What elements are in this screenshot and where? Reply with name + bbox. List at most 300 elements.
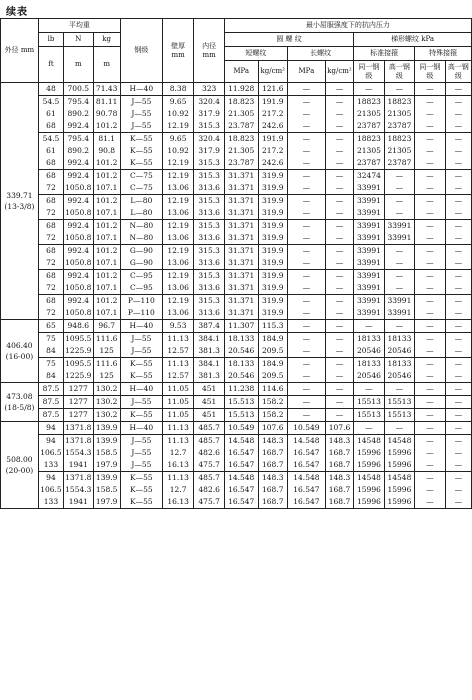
- special-coupling-higher-value: —: [454, 308, 463, 317]
- long-thread-mpa-value: —: [302, 258, 311, 267]
- special-coupling-higher-cell: [445, 396, 471, 409]
- weight-lb-cell: [38, 133, 63, 170]
- grade-value: P—110: [127, 308, 155, 317]
- weight-lb-value: 65: [46, 321, 56, 330]
- table-row: [1, 220, 472, 245]
- wall-thickness-value: 8.38: [169, 84, 187, 93]
- long-thread-kgcm-cell: [325, 333, 353, 358]
- special-coupling-higher-value: —: [454, 497, 463, 506]
- long-thread-mpa-cell: [287, 383, 325, 396]
- std-coupling-same-value: 33991: [357, 271, 381, 280]
- grade-value: C—95: [129, 283, 153, 292]
- short-thread-mpa-cell: [224, 472, 258, 509]
- inner-diameter-value: 317.9: [198, 146, 220, 155]
- special-coupling-same-cell: [415, 170, 445, 195]
- weight-kg-value: 130.2: [95, 410, 118, 419]
- weight-lb-cell: [38, 220, 63, 245]
- special-coupling-same-cell: [415, 472, 445, 509]
- std-coupling-higher-value: 21305: [387, 146, 412, 155]
- short-thread-mpa-cell: [224, 270, 258, 295]
- long-thread-kgcm-cell: [325, 195, 353, 220]
- wall-thickness-cell: [162, 83, 194, 96]
- short-thread-mpa-cell: [224, 396, 258, 409]
- grade-value: L—80: [130, 208, 153, 217]
- special-coupling-same-value: —: [426, 221, 434, 230]
- short-thread-mpa-value: 20.546: [228, 346, 255, 355]
- inner-diameter-cell: [194, 383, 224, 396]
- special-coupling-same-value: —: [426, 233, 434, 242]
- short-thread-mpa-value: 14.548: [228, 473, 255, 482]
- special-coupling-header: 特殊接箍: [415, 47, 472, 61]
- grade-value: K—55: [130, 146, 153, 155]
- special-coupling-higher-cell: [445, 270, 471, 295]
- short-thread-mpa-value: 20.546: [228, 371, 255, 380]
- inner-diameter-cell: [194, 320, 224, 333]
- short-thread-mpa-value: 21.305: [228, 146, 255, 155]
- special-coupling-same-cell: [415, 396, 445, 409]
- std-coupling-higher-value: —: [395, 171, 404, 180]
- weight-lb-cell: [38, 396, 63, 409]
- long-thread-kgcm-value: —: [335, 258, 344, 267]
- short-thread-mpa-value: 16.547: [228, 460, 255, 469]
- long-thread-mpa-value: —: [302, 321, 311, 330]
- table-row: [1, 245, 472, 270]
- short-thread-mpa-value: 15.513: [228, 410, 255, 419]
- std-coupling-same-cell: [354, 245, 384, 270]
- short-thread-mpa-value: 21.305: [228, 109, 255, 118]
- long-thread-mpa-value: 16.547: [293, 448, 320, 457]
- long-thread-kgcm-value: —: [335, 296, 344, 305]
- special-coupling-same-value: —: [426, 121, 434, 130]
- std-coupling-same-cell: [354, 195, 384, 220]
- short-thread-mpa-value: 23.787: [228, 121, 255, 130]
- special-coupling-same-value: —: [426, 473, 434, 482]
- long-thread-mpa-value: —: [302, 84, 311, 93]
- weight-n-value: 1941: [68, 497, 88, 506]
- short-thread-kgcm-value: 319.9: [262, 308, 284, 317]
- std-coupling-same-value: 33991: [357, 221, 381, 230]
- short-thread-kgcm-value: 319.9: [262, 271, 284, 280]
- buttress-header: 梯形螺纹 kPa: [354, 33, 472, 47]
- weight-lb-value: 61: [46, 109, 56, 118]
- weight-kg-value: 197.9: [95, 497, 118, 506]
- special-coupling-same-value: —: [426, 283, 434, 292]
- wall-thickness-value: 11.13: [167, 473, 189, 482]
- inner-diameter-value: 482.6: [198, 485, 220, 494]
- long-thread-kgcm-value: —: [335, 146, 344, 155]
- std-coupling-higher-value: 20546: [387, 371, 412, 380]
- special-coupling-higher-value: —: [454, 84, 463, 93]
- wall-thickness-cell: [162, 472, 194, 509]
- std-coupling-same-cell: [354, 422, 384, 435]
- std-coupling-higher-value: 18823: [387, 134, 412, 143]
- long-thread-mpa-cell: [287, 170, 325, 195]
- weight-n-cell: [64, 170, 93, 195]
- mpa2-header: MPa: [287, 61, 325, 83]
- wall-thickness-value: 9.53: [169, 321, 187, 330]
- weight-n-value: 1277: [68, 397, 88, 406]
- std-coupling-same-cell: [354, 333, 384, 358]
- weight-kg-value: 81.1: [98, 134, 116, 143]
- short-thread-kgcm-cell: [258, 409, 287, 422]
- long-thread-mpa-value: 14.548: [293, 436, 320, 445]
- long-thread-kgcm-value: —: [335, 321, 344, 330]
- short-thread-kgcm-value: 158.2: [262, 410, 284, 419]
- table-row: [1, 133, 472, 170]
- special-coupling-higher-cell: [445, 422, 471, 435]
- std-coupling-higher-value: 15996: [387, 497, 412, 506]
- wall-header: 壁厚 mm: [162, 19, 194, 83]
- short-thread-kgcm-value: 319.9: [262, 208, 284, 217]
- short-thread-kgcm-cell: [258, 358, 287, 383]
- std-coupling-same-cell: [354, 396, 384, 409]
- weight-lb-cell: [38, 358, 63, 383]
- wall-thickness-value: 12.19: [167, 246, 189, 255]
- std-coupling-higher-value: 14548: [387, 436, 412, 445]
- std-coupling-higher-cell: [384, 472, 414, 509]
- std-coupling-higher-cell: [384, 245, 414, 270]
- special-coupling-higher-value: —: [454, 397, 463, 406]
- std-coupling-same-value: 15513: [357, 410, 381, 419]
- weight-kg-cell: [93, 383, 120, 396]
- wall-thickness-value: 13.06: [167, 233, 189, 242]
- weight-n-value: 1371.8: [65, 436, 92, 445]
- long-thread-kgcm-value: —: [335, 171, 344, 180]
- weight-n-value: 992.4: [67, 221, 90, 230]
- long-thread-mpa-value: 10.549: [293, 423, 320, 432]
- weight-lb-value: 61: [46, 146, 56, 155]
- weight-kg-cell: [93, 245, 120, 270]
- long-thread-kgcm-value: —: [335, 183, 344, 192]
- std-coupling-higher-value: —: [395, 258, 404, 267]
- grade-value: K—55: [130, 497, 153, 506]
- std-coupling-same-cell: [354, 358, 384, 383]
- std-coupling-higher-cell: [384, 83, 414, 96]
- special-coupling-same-cell: [415, 435, 445, 472]
- round-thread-header: 圆 螺 纹: [224, 33, 353, 47]
- special-coupling-same-cell: [415, 83, 445, 96]
- short-thread-kgcm-cell: [258, 396, 287, 409]
- inner-diameter-value: 485.7: [198, 473, 220, 482]
- long-thread-kgcm-value: —: [335, 308, 344, 317]
- wall-thickness-value: 13.06: [167, 308, 189, 317]
- short-thread-mpa-cell: [224, 170, 258, 195]
- long-thread-mpa-value: —: [302, 109, 311, 118]
- kgcm2-header: kg/cm²: [325, 61, 353, 83]
- inner-diameter-value: 381.3: [198, 346, 220, 355]
- short-thread-mpa-value: 14.548: [228, 436, 255, 445]
- od-cell: 508.00 (20-00): [1, 422, 39, 509]
- special-coupling-higher-value: —: [454, 485, 463, 494]
- std-coupling-higher-value: —: [395, 271, 404, 280]
- weight-kg-value: 90.8: [98, 146, 116, 155]
- weight-kg-value: 139.9: [95, 473, 118, 482]
- long-thread-mpa-cell: [287, 333, 325, 358]
- weight-lb-value: 68: [46, 221, 56, 230]
- long-thread-kgcm-cell: [325, 409, 353, 422]
- weight-lb-value: 106.5: [40, 448, 62, 457]
- table-row: [1, 270, 472, 295]
- long-thread-kgcm-cell: [325, 96, 353, 133]
- inner-diameter-value: 317.9: [198, 109, 220, 118]
- std-coupling-higher-value: 15996: [387, 460, 412, 469]
- special-coupling-same-value: —: [426, 146, 434, 155]
- weight-n-value: 1050.8: [65, 233, 92, 242]
- wall-thickness-value: 11.13: [167, 436, 189, 445]
- short-thread-kgcm-value: 107.6: [262, 423, 284, 432]
- grade-cell: [120, 472, 162, 509]
- weight-n-value: 948.6: [67, 321, 90, 330]
- grade-value: K—55: [130, 359, 153, 368]
- special-coupling-higher-value: —: [454, 221, 463, 230]
- long-thread-mpa-value: 14.548: [293, 473, 320, 482]
- weight-n-cell: [64, 396, 93, 409]
- wall-thickness-value: 13.06: [167, 283, 189, 292]
- long-thread-mpa-cell: [287, 245, 325, 270]
- std-coupling-same-cell: [354, 383, 384, 396]
- table-row: [1, 83, 472, 96]
- od-cell: 473.08 (18-5/8): [1, 383, 39, 422]
- weight-kg-cell: [93, 409, 120, 422]
- long-thread-mpa-value: —: [302, 308, 311, 317]
- weight-lb-value: 68: [46, 271, 56, 280]
- weight-lb-cell: [38, 170, 63, 195]
- weight-n-cell: [64, 383, 93, 396]
- std-coupling-higher-cell: [384, 435, 414, 472]
- short-thread-kgcm-cell: [258, 333, 287, 358]
- std-coupling-higher-value: 20546: [387, 346, 412, 355]
- std-coupling-same-value: 23787: [357, 158, 381, 167]
- grade-cell: [120, 83, 162, 96]
- weight-n-cell: [64, 295, 93, 320]
- page-title: 续表: [6, 7, 28, 18]
- std-coupling-same-cell: [354, 220, 384, 245]
- weight-n-value: 1050.8: [65, 183, 92, 192]
- special-coupling-higher-value: —: [454, 436, 463, 445]
- weight-n-cell: [64, 333, 93, 358]
- short-thread-mpa-value: 16.547: [228, 497, 255, 506]
- special-coupling-same-value: —: [426, 397, 434, 406]
- short-thread-kgcm-cell: [258, 422, 287, 435]
- short-thread-mpa-value: 18.133: [228, 359, 255, 368]
- inner-diameter-value: 313.6: [198, 283, 220, 292]
- weight-kg-value: 90.78: [95, 109, 118, 118]
- long-thread-kgcm-value: —: [335, 397, 344, 406]
- weight-lb-cell: [38, 295, 63, 320]
- std-coupling-higher-cell: [384, 96, 414, 133]
- weight-lb-value: 68: [46, 171, 56, 180]
- weight-n-value: 992.4: [67, 196, 90, 205]
- weight-kg-value: 197.9: [95, 460, 118, 469]
- long-thread-kgcm-value: —: [335, 233, 344, 242]
- std-coupling-same-value: 18823: [357, 134, 381, 143]
- special-coupling-higher-value: —: [454, 448, 463, 457]
- table-row: [1, 333, 472, 358]
- weight-kg-cell: [93, 333, 120, 358]
- long-thread-mpa-cell: [287, 96, 325, 133]
- weight-lb-cell: [38, 409, 63, 422]
- special-coupling-same-value: —: [426, 196, 434, 205]
- std-coupling-same-value: 33991: [357, 296, 381, 305]
- short-thread-mpa-value: 11.928: [228, 84, 255, 93]
- std-coupling-higher-cell: [384, 295, 414, 320]
- short-thread-mpa-value: 16.547: [228, 485, 255, 494]
- std-coupling-same-value: 15996: [357, 448, 381, 457]
- short-thread-kgcm-cell: [258, 220, 287, 245]
- m2-header: m: [93, 47, 120, 83]
- special-coupling-same-value: —: [426, 271, 434, 280]
- weight-kg-value: 101.2: [95, 196, 118, 205]
- std-coupling-higher-value: —: [395, 423, 404, 432]
- long-thread-kgcm-cell: [325, 170, 353, 195]
- weight-lb-cell: [38, 245, 63, 270]
- inner-diameter-value: 320.4: [198, 97, 220, 106]
- weight-n-value: 1050.8: [65, 258, 92, 267]
- weight-kg-value: 81.11: [95, 97, 118, 106]
- weight-lb-value: 87.5: [42, 397, 60, 406]
- weight-n-value: 1277: [68, 384, 88, 393]
- long-thread-kgcm-value: —: [335, 121, 344, 130]
- weight-lb-cell: [38, 270, 63, 295]
- std-coupling-same-cell: [354, 435, 384, 472]
- long-thread-kgcm-value: 148.3: [328, 436, 351, 445]
- short-thread-kgcm-value: 217.2: [262, 146, 284, 155]
- short-thread-kgcm-cell: [258, 195, 287, 220]
- special-coupling-higher-value: —: [454, 296, 463, 305]
- std-coupling-same-cell: [354, 295, 384, 320]
- short-thread-kgcm-value: 319.9: [262, 258, 284, 267]
- inner-diameter-value: 315.3: [198, 271, 220, 280]
- inner-diameter-value: 315.3: [198, 246, 220, 255]
- special-coupling-higher-value: —: [454, 121, 463, 130]
- long-thread-kgcm-value: —: [335, 346, 344, 355]
- inner-diameter-value: 320.4: [198, 134, 220, 143]
- short-thread-mpa-cell: [224, 383, 258, 396]
- grade-value: K—55: [130, 158, 153, 167]
- grade-cell: [120, 195, 162, 220]
- std-coupling-same-value: 14548: [357, 473, 381, 482]
- short-thread-mpa-cell: [224, 96, 258, 133]
- grade-cell: [120, 396, 162, 409]
- std-coupling-same-cell: [354, 270, 384, 295]
- weight-n-value: 1225.9: [65, 346, 92, 355]
- table-row: [1, 396, 472, 409]
- long-thread-mpa-value: —: [302, 246, 311, 255]
- weight-kg-cell: [93, 220, 120, 245]
- short-thread-kgcm-value: 115.3: [262, 321, 284, 330]
- avg-weight-header: 平均重: [38, 19, 120, 33]
- special-coupling-higher-value: —: [454, 258, 463, 267]
- short-thread-kgcm-value: 168.7: [262, 460, 284, 469]
- weight-lb-cell: [38, 195, 63, 220]
- wall-thickness-value: 9.65: [169, 134, 187, 143]
- short-thread-mpa-cell: [224, 195, 258, 220]
- wall-thickness-value: 12.19: [167, 221, 189, 230]
- wall-thickness-cell: [162, 333, 194, 358]
- std-coupling-higher-value: 18823: [387, 97, 412, 106]
- special-coupling-higher-cell: [445, 133, 471, 170]
- grade-value: K—55: [130, 134, 153, 143]
- special-coupling-same-value: —: [426, 371, 434, 380]
- long-thread-mpa-value: —: [302, 346, 311, 355]
- special-coupling-higher-cell: [445, 358, 471, 383]
- std-coupling-same-value: 33991: [357, 183, 381, 192]
- special-coupling-same-value: —: [426, 334, 434, 343]
- long-thread-mpa-value: —: [302, 397, 311, 406]
- long-thread-kgcm-value: —: [335, 334, 344, 343]
- special-coupling-higher-cell: [445, 472, 471, 509]
- grade-value: J—55: [131, 109, 152, 118]
- long-thread-kgcm-value: 168.7: [328, 497, 351, 506]
- special-coupling-higher-cell: [445, 195, 471, 220]
- long-thread-kgcm-value: —: [335, 371, 344, 380]
- long-thread-mpa-cell: [287, 358, 325, 383]
- short-thread-mpa-value: 10.549: [228, 423, 255, 432]
- long-thread-mpa-cell: [287, 295, 325, 320]
- special-coupling-same-cell: [415, 270, 445, 295]
- wall-thickness-cell: [162, 422, 194, 435]
- grade-value: N—80: [129, 233, 154, 242]
- grade-value: P—110: [127, 296, 155, 305]
- weight-lb-cell: [38, 472, 63, 509]
- long-thread-mpa-value: —: [302, 146, 311, 155]
- std-coupling-higher-value: 15513: [387, 397, 412, 406]
- weight-kg-value: 101.2: [95, 171, 118, 180]
- std-coupling-same-value: 20546: [357, 346, 381, 355]
- special-coupling-higher-value: —: [454, 171, 463, 180]
- table-row: [1, 320, 472, 333]
- weight-n-value: 992.4: [67, 296, 90, 305]
- inner-diameter-value: 313.6: [198, 183, 220, 192]
- short-thread-kgcm-value: 168.7: [262, 448, 284, 457]
- long-thread-mpa-cell: [287, 472, 325, 509]
- special-coupling-higher-value: —: [454, 321, 463, 330]
- inner-diameter-value: 315.3: [198, 171, 220, 180]
- weight-kg-cell: [93, 170, 120, 195]
- wall-thickness-value: 12.19: [167, 271, 189, 280]
- wall-thickness-value: 13.06: [167, 258, 189, 267]
- inner-diameter-cell: [194, 170, 224, 195]
- short-thread-mpa-value: 31.371: [228, 221, 255, 230]
- short-thread-kgcm-cell: [258, 383, 287, 396]
- short-thread-mpa-value: 11.238: [228, 384, 255, 393]
- std-coupling-higher-value: 33991: [387, 221, 412, 230]
- long-thread-mpa-cell: [287, 396, 325, 409]
- wall-thickness-cell: [162, 220, 194, 245]
- weight-n-value: 795.4: [67, 97, 90, 106]
- special-coupling-higher-value: —: [454, 271, 463, 280]
- short-thread-kgcm-value: 121.6: [262, 84, 284, 93]
- weight-kg-value: 101.2: [95, 158, 118, 167]
- weight-lb-cell: [38, 333, 63, 358]
- inner-diameter-value: 323: [201, 84, 217, 93]
- special-coupling-same-value: —: [426, 460, 434, 469]
- inner-diameter-value: 313.6: [198, 308, 220, 317]
- long-thread-kgcm-cell: [325, 133, 353, 170]
- long-thread-kgcm-cell: [325, 472, 353, 509]
- special-coupling-higher-value: —: [454, 146, 463, 155]
- std-coupling-same-value: 20546: [357, 371, 381, 380]
- long-thread-kgcm-cell: [325, 422, 353, 435]
- std-coupling-same-value: 15996: [357, 485, 381, 494]
- weight-kg-value: 130.2: [95, 384, 118, 393]
- weight-kg-value: 139.9: [95, 436, 118, 445]
- weight-lb-value: 68: [46, 121, 56, 130]
- weight-kg-value: 107.1: [95, 208, 118, 217]
- short-thread-kgcm-value: 319.9: [262, 296, 284, 305]
- inner-diameter-cell: [194, 472, 224, 509]
- weight-kg-value: 125: [99, 346, 114, 355]
